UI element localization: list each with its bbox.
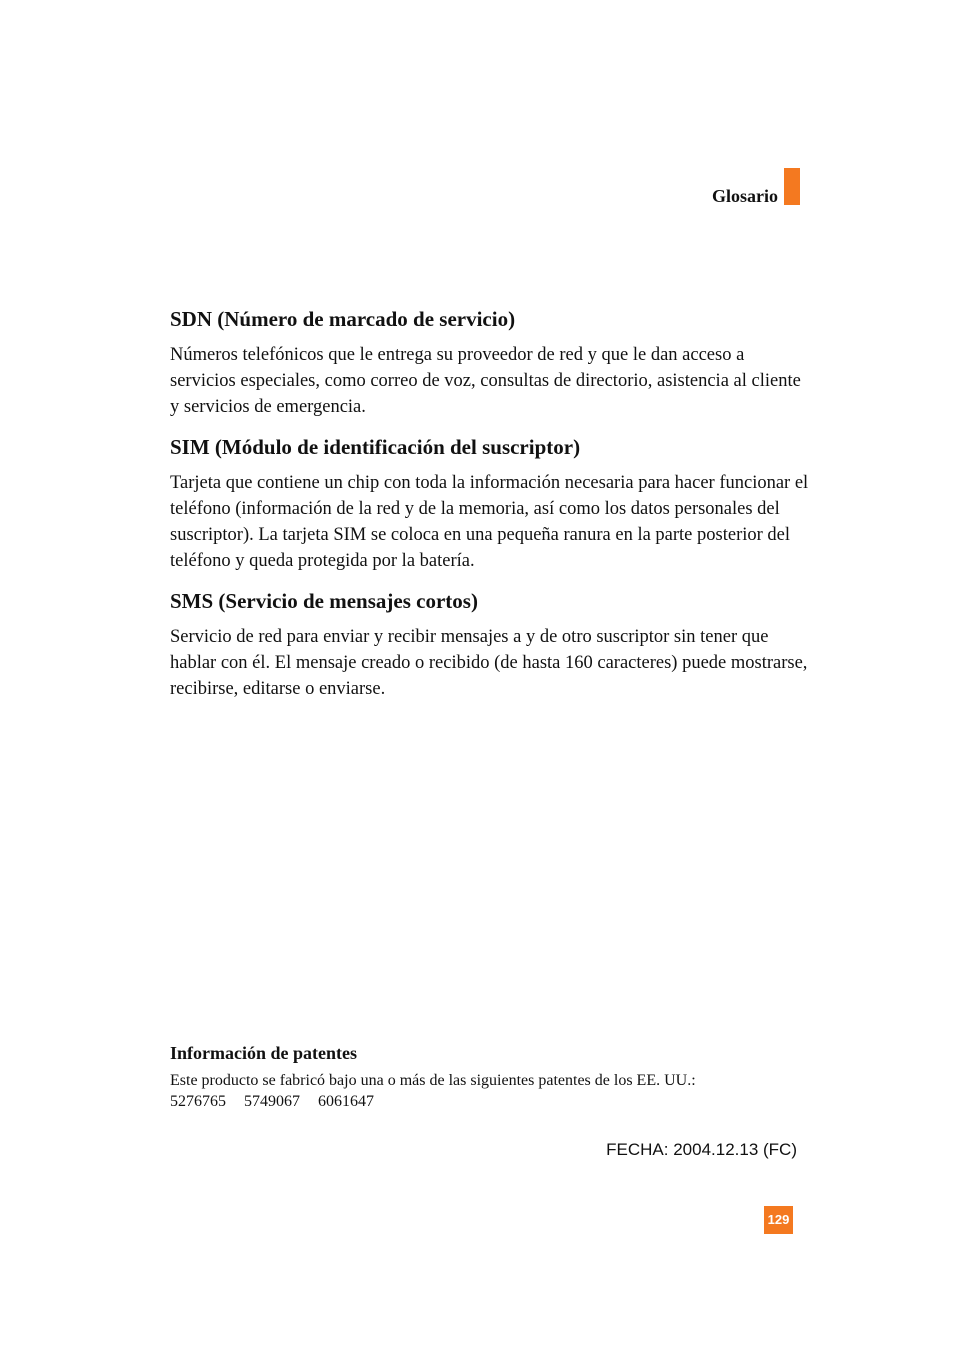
patent-title: Información de patentes — [170, 1043, 357, 1063]
entry-body: Servicio de red para enviar y recibir mensajes a y de otro suscriptor sin tener que hablar con él. El mensaje creado o recibido (de hasta 160 caracteres) puede mostrarse, recibirse, editarse o enviarse. — [170, 627, 808, 699]
patent-number: 5276765 — [170, 1093, 226, 1110]
glossary-content — [170, 306, 810, 716]
entry-title: SMS (Servicio de mensajes cortos) — [170, 589, 478, 613]
entry-title: SIM (Módulo de identificación del suscriptor) — [170, 435, 581, 459]
section-title: Glosario — [712, 186, 778, 206]
date-note: FECHA: 2004.12.13 (FC) — [606, 1140, 797, 1159]
glossary-entry-sms — [170, 588, 810, 702]
entry-title: SDN (Número de marcado de servicio) — [170, 307, 516, 331]
patent-number: 6061647 — [318, 1093, 374, 1110]
glossary-entry-sim — [170, 434, 810, 574]
patent-number: 5749067 — [244, 1093, 300, 1110]
patent-text: Este producto se fabricó bajo una o más de las siguientes patentes de los EE. UU.: — [170, 1072, 696, 1089]
section-tab-marker — [784, 168, 800, 205]
patent-info — [170, 1042, 810, 1112]
entry-body: Números telefónicos que le entrega su proveedor de red y que le dan acceso a servicios especiales, como correo de voz, consultas de directorio, asistencia al cliente y servicios de emergencia. — [170, 345, 801, 417]
entry-body: Tarjeta que contiene un chip con toda la información necesaria para hacer funcionar el teléfono (información de la red y de la memoria, así como los datos personales del suscriptor). La tarjeta SIM se coloca en una pequeña ranura en la parte posterior del teléfono y queda protegida por la batería. — [170, 473, 809, 571]
glossary-entry-sdn — [170, 306, 810, 420]
page-number: 129 — [764, 1206, 793, 1234]
patent-numbers — [170, 1091, 810, 1112]
